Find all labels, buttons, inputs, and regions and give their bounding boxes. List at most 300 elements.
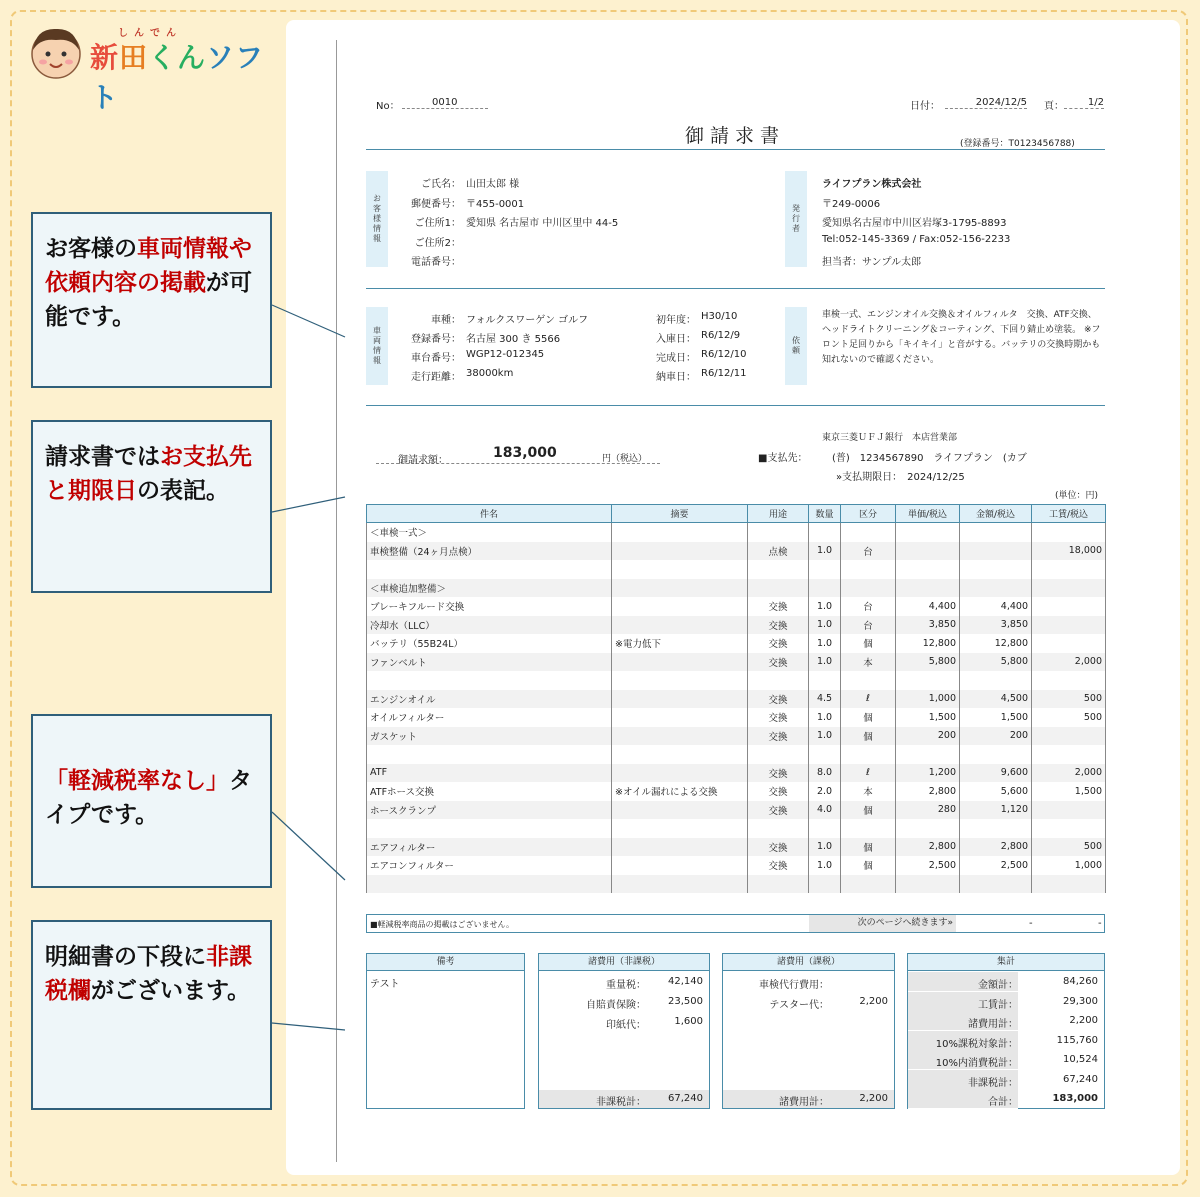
taxed-label: 車検代行費用： — [759, 980, 829, 991]
table-cell — [612, 616, 748, 635]
callout-text: 車両情報や依頼内容の掲載 — [45, 236, 252, 296]
vehicle-field-label: 車種： — [431, 315, 461, 326]
table-cell: 2,500 — [960, 856, 1032, 875]
table-cell: 2,800 — [896, 782, 960, 801]
table-cell — [896, 875, 960, 894]
table-cell — [612, 801, 748, 820]
taxed-label: テスター代： — [769, 1000, 829, 1011]
column-header: 摘要 — [612, 505, 748, 523]
column-header: 区分 — [841, 505, 896, 523]
table-cell — [1032, 745, 1106, 764]
table-cell — [1032, 597, 1106, 616]
table-cell — [367, 560, 612, 579]
table-cell — [896, 542, 960, 561]
invoice-no: 0010 — [402, 97, 488, 109]
registration-number: (登録番号：T0123456788) — [960, 139, 1075, 149]
callout-text: の表記。 — [137, 478, 229, 504]
table-body — [367, 523, 1106, 894]
table-cell — [809, 671, 841, 690]
next-page-note: 次のページへ続きます» — [809, 915, 956, 932]
table-row — [367, 838, 1106, 857]
table-cell: ホースクランプ — [367, 801, 612, 820]
bank-name: 東京三菱ＵＦＪ銀行 本店営業部 — [822, 433, 958, 443]
issuer-line: ライフプラン株式会社 — [822, 179, 922, 190]
vehicle-date-value: R6/12/10 — [701, 349, 747, 360]
table-cell: 個 — [841, 856, 896, 875]
table-cell: 1.0 — [809, 856, 841, 875]
table-cell — [612, 708, 748, 727]
table-row — [367, 523, 1106, 542]
totals-value: 183,000 — [1052, 1093, 1098, 1104]
customer-field-label: ご氏名： — [421, 179, 461, 190]
table-cell — [1032, 560, 1106, 579]
table-cell — [841, 745, 896, 764]
logo-ruby: しんでん — [118, 28, 182, 39]
table-cell: ブレーキフルード交換 — [367, 597, 612, 616]
table-cell: エアコンフィルター — [367, 856, 612, 875]
table-row — [367, 597, 1106, 616]
table-cell: 3,850 — [896, 616, 960, 635]
table-cell — [1032, 727, 1106, 746]
totals-label: 合計： — [988, 1097, 1018, 1108]
table-cell — [1032, 671, 1106, 690]
column-header: 単価/税込 — [896, 505, 960, 523]
table-cell: 台 — [841, 542, 896, 561]
vehicle-field-value: フォルクスワーゲン ゴルフ — [466, 315, 589, 326]
logo-part: 新 — [90, 41, 120, 74]
issuer-line: 〒249-0006 — [822, 198, 881, 210]
table-cell — [896, 579, 960, 598]
table-cell: 交換 — [748, 708, 809, 727]
table-cell: ＜車検一式＞ — [367, 523, 612, 542]
nontax-total-value: 67,240 — [668, 1093, 703, 1104]
table-cell — [1032, 819, 1106, 838]
table-cell: 4.5 — [809, 690, 841, 709]
table-cell: 3,850 — [960, 616, 1032, 635]
table-cell: 5,800 — [896, 653, 960, 672]
table-cell — [896, 523, 960, 542]
table-cell: 個 — [841, 727, 896, 746]
table-cell — [367, 875, 612, 894]
nontax-value: 1,600 — [674, 1016, 703, 1027]
table-row — [367, 653, 1106, 672]
table-cell — [960, 745, 1032, 764]
table-cell — [612, 542, 748, 561]
callout-text: お支払先と期限日 — [45, 444, 252, 504]
nontax-total-row — [539, 1090, 709, 1108]
vehicle-section-label: 車両情報 — [366, 307, 388, 385]
totals-value: 2,200 — [1069, 1015, 1098, 1026]
table-cell: ℓ — [841, 690, 896, 709]
table-cell: 1,500 — [1032, 782, 1106, 801]
table-cell — [612, 690, 748, 709]
issuer-line: Tel:052-145-3369 / Fax:052-156-2233 — [822, 233, 1011, 245]
totals-label: 工賃計： — [978, 999, 1018, 1011]
table-row — [367, 671, 1106, 690]
table-cell — [809, 523, 841, 542]
table-cell — [612, 819, 748, 838]
taxed-title: 諸費用（課税） — [723, 954, 894, 971]
table-cell: 交換 — [748, 653, 809, 672]
table-cell: ATFホース交換 — [367, 782, 612, 801]
nontax-total-label: 非課税計： — [596, 1097, 646, 1108]
callout-nontax — [31, 920, 272, 1110]
totals-box — [907, 953, 1105, 1109]
callout-text: 非課税欄 — [45, 944, 252, 1004]
issuer-line: 担当者：サンプル太郎 — [822, 257, 922, 268]
table-footer — [366, 914, 1105, 933]
table-cell: 500 — [1032, 708, 1106, 727]
callout-payment — [31, 420, 272, 593]
line-items-table — [366, 504, 1106, 893]
table-cell: 1.0 — [809, 653, 841, 672]
table-cell: 台 — [841, 597, 896, 616]
table-cell — [960, 875, 1032, 894]
table-cell: 冷却水（LLC） — [367, 616, 612, 635]
vehicle-date-value: R6/12/11 — [701, 368, 747, 379]
remarks-box — [366, 953, 525, 1109]
nontax-label: 重量税： — [606, 980, 646, 991]
table-cell: ファンベルト — [367, 653, 612, 672]
table-cell — [612, 523, 748, 542]
table-cell — [748, 819, 809, 838]
table-cell — [367, 745, 612, 764]
table-cell: 個 — [841, 801, 896, 820]
remarks-title: 備考 — [367, 954, 524, 971]
table-row — [367, 616, 1106, 635]
table-row — [367, 819, 1106, 838]
callout-customer-info — [31, 212, 272, 388]
footer-note: ■軽減税率商品の掲載はございません。 — [370, 920, 515, 929]
table-cell — [809, 875, 841, 894]
table-cell: 交換 — [748, 801, 809, 820]
vehicle-date-value: R6/12/9 — [701, 330, 741, 341]
nontax-title: 諸費用（非課税） — [539, 954, 709, 971]
customer-section-label: お客様情報 — [366, 171, 388, 267]
table-cell: エンジンオイル — [367, 690, 612, 709]
table-cell — [367, 671, 612, 690]
table-cell: エアフィルター — [367, 838, 612, 857]
table-cell — [612, 838, 748, 857]
table-cell — [960, 671, 1032, 690]
table-cell: 2,500 — [896, 856, 960, 875]
table-cell: 500 — [1032, 838, 1106, 857]
table-cell: 1,000 — [1032, 856, 1106, 875]
taxed-value: 2,200 — [859, 996, 888, 1007]
table-cell: 12,800 — [960, 634, 1032, 653]
nontax-value: 23,500 — [668, 996, 703, 1007]
title-rule — [366, 149, 1105, 150]
totals-label: 金額計： — [978, 980, 1018, 991]
vehicle-field-label: 登録番号： — [411, 334, 461, 345]
table-cell — [896, 560, 960, 579]
table-cell — [841, 671, 896, 690]
page-label: 頁： — [1044, 101, 1064, 112]
table-cell — [896, 671, 960, 690]
section-rule-1 — [366, 288, 1105, 289]
vehicle-field-value: 名古屋 300 き 5566 — [466, 334, 561, 345]
customer-field-label: 郵便番号： — [411, 198, 461, 210]
table-cell — [612, 653, 748, 672]
table-row — [367, 579, 1106, 598]
table-cell — [612, 856, 748, 875]
table-cell — [1032, 875, 1106, 894]
table-cell: 1.0 — [809, 708, 841, 727]
table-cell: ※オイル漏れによる交換 — [612, 782, 748, 801]
table-cell — [748, 745, 809, 764]
table-row — [367, 542, 1106, 561]
totals-label: 10%課税対象計： — [935, 1038, 1018, 1050]
payee-label: ■支払先： — [758, 453, 808, 464]
table-cell: 200 — [896, 727, 960, 746]
table-cell: 交換 — [748, 727, 809, 746]
amount-unit: 円（税込） — [602, 454, 648, 464]
table-cell: 2,000 — [1032, 764, 1106, 783]
date-label: 日付： — [910, 101, 940, 112]
table-cell: 台 — [841, 616, 896, 635]
customer-field-value: 山田太郎 様 — [466, 179, 520, 190]
table-cell: 18,000 — [1032, 542, 1106, 561]
callout-text: が可能です。 — [45, 270, 252, 330]
table-cell: 500 — [1032, 690, 1106, 709]
table-row — [367, 727, 1106, 746]
table-cell — [1032, 579, 1106, 598]
column-header: 用途 — [748, 505, 809, 523]
table-cell: 個 — [841, 634, 896, 653]
vehicle-date-label: 初年度： — [656, 315, 696, 326]
table-cell — [809, 745, 841, 764]
nontax-value: 42,140 — [668, 976, 703, 987]
issuer-section-label: 発行者 — [785, 171, 807, 267]
table-cell: 1,500 — [896, 708, 960, 727]
table-header-row — [367, 505, 1106, 523]
totals-value: 67,240 — [1063, 1073, 1098, 1085]
table-cell: 交換 — [748, 690, 809, 709]
amount-value: 183,000 — [493, 445, 557, 461]
table-row — [367, 634, 1106, 653]
totals-label: 諸費用計： — [968, 1019, 1018, 1030]
table-cell: 交換 — [748, 634, 809, 653]
table-cell: 交換 — [748, 782, 809, 801]
customer-field-value: 愛知県 名古屋市 中川区里中 44-5 — [466, 218, 619, 229]
vehicle-date-label: 完成日： — [656, 353, 696, 364]
table-cell — [1032, 616, 1106, 635]
vehicle-field-label: 走行距離： — [411, 372, 461, 383]
table-cell — [809, 819, 841, 838]
issuer-line: 愛知県名古屋市中川区岩塚3-1795-8893 — [822, 218, 1007, 229]
table-cell — [960, 579, 1032, 598]
table-cell: 交換 — [748, 838, 809, 857]
table-cell — [896, 745, 960, 764]
taxed-total-label: 諸費用計： — [779, 1097, 829, 1108]
table-cell — [612, 764, 748, 783]
table-cell — [841, 875, 896, 894]
totals-value: 29,300 — [1063, 995, 1098, 1007]
table-cell — [612, 671, 748, 690]
next-page-dash: - — [1098, 918, 1102, 929]
next-page-dash: - — [1029, 918, 1033, 929]
table-cell — [612, 597, 748, 616]
column-header: 件名 — [367, 505, 612, 523]
table-cell: 4,400 — [960, 597, 1032, 616]
table-cell — [841, 819, 896, 838]
table-row — [367, 690, 1106, 709]
table-cell: 本 — [841, 782, 896, 801]
table-row — [367, 875, 1106, 894]
callout-text: がございます。 — [91, 978, 251, 1004]
table-row — [367, 856, 1106, 875]
table-cell — [960, 523, 1032, 542]
table-cell: バッテリ（55B24L） — [367, 634, 612, 653]
callout-text: 「軽減税率なし」 — [45, 768, 229, 794]
table-cell: 車検整備（24ヶ月点検） — [367, 542, 612, 561]
table-cell: 交換 — [748, 856, 809, 875]
table-cell — [841, 523, 896, 542]
table-cell: 1.0 — [809, 597, 841, 616]
page-number: 1/2 — [1064, 97, 1104, 109]
vehicle-field-label: 車台番号： — [411, 353, 461, 364]
nontax-label: 印紙代： — [606, 1020, 646, 1031]
callout-tax-type — [31, 714, 272, 888]
totals-value: 84,260 — [1063, 976, 1098, 987]
table-cell — [896, 819, 960, 838]
vehicle-field-value: WGP12-012345 — [466, 349, 545, 360]
binding-line — [336, 40, 337, 1162]
table-cell: 点検 — [748, 542, 809, 561]
vehicle-date-label: 納車日： — [656, 372, 696, 383]
table-cell: 1.0 — [809, 838, 841, 857]
table-cell — [960, 542, 1032, 561]
invoice-title: 御請求書 — [685, 125, 786, 147]
payment-deadline: »支払期限日： 2024/12/25 — [836, 472, 965, 483]
table-cell: 交換 — [748, 597, 809, 616]
table-cell: 2.0 — [809, 782, 841, 801]
table-cell: 1,200 — [896, 764, 960, 783]
invoice-no-label: No： — [376, 101, 400, 112]
logo-name — [90, 36, 278, 116]
table-cell: 1,500 — [960, 708, 1032, 727]
taxed-box — [722, 953, 895, 1109]
unit-note: (単位：円) — [1055, 491, 1099, 501]
table-cell — [612, 875, 748, 894]
table-cell: ※電力低下 — [612, 634, 748, 653]
table-row — [367, 708, 1106, 727]
table-cell — [841, 579, 896, 598]
totals-label: 10%内消費税計： — [935, 1058, 1018, 1069]
totals-value: 10,524 — [1063, 1054, 1098, 1065]
table-cell: 1.0 — [809, 542, 841, 561]
table-cell — [748, 579, 809, 598]
account-number: (普) 1234567890 ライフプラン (カブ — [832, 453, 1027, 464]
table-cell — [960, 819, 1032, 838]
table-cell: 本 — [841, 653, 896, 672]
table-cell: 2,800 — [896, 838, 960, 857]
column-header: 金額/税込 — [960, 505, 1032, 523]
customer-field-label: 電話番号： — [411, 257, 461, 268]
table-cell — [612, 560, 748, 579]
table-cell — [367, 819, 612, 838]
amount-label: 御請求額： — [398, 455, 448, 466]
table-cell — [841, 560, 896, 579]
table-row — [367, 782, 1106, 801]
table-cell — [748, 523, 809, 542]
customer-field-label: ご住所1： — [414, 218, 461, 229]
table-cell: 交換 — [748, 764, 809, 783]
remarks-text: テスト — [370, 979, 400, 990]
table-cell: 個 — [841, 838, 896, 857]
table-cell: ℓ — [841, 764, 896, 783]
table-row — [367, 764, 1106, 783]
table-cell: ガスケット — [367, 727, 612, 746]
table-cell: 8.0 — [809, 764, 841, 783]
section-rule-2 — [366, 405, 1105, 406]
table-cell — [612, 579, 748, 598]
nontax-label: 自賠責保険： — [586, 1000, 646, 1011]
request-text: 車検一式、エンジンオイル交換＆オイルフィルタ 交換、ATF交換、ヘッドライトクリーニング＆コーティング、下回り錆止め塗装。 ※フロント足回りから「キイキイ」と音がする。バッテリの交換時期かも知れないので確認ください。 — [822, 310, 1101, 365]
table-cell: 2,000 — [1032, 653, 1106, 672]
boy-face-icon — [28, 24, 84, 80]
table-cell: 2,800 — [960, 838, 1032, 857]
customer-field-value: 〒455-0001 — [466, 198, 525, 210]
table-cell: 1.0 — [809, 634, 841, 653]
table-cell: 1.0 — [809, 727, 841, 746]
invoice-date: 2024/12/5 — [945, 97, 1027, 109]
callout-text: 明細書の下段に — [45, 944, 206, 970]
brand-logo — [28, 24, 278, 114]
table-cell — [612, 745, 748, 764]
table-cell — [960, 560, 1032, 579]
table-cell: 4,500 — [960, 690, 1032, 709]
request-section-label: 依頼 — [785, 307, 807, 385]
customer-field-label: ご住所2： — [414, 237, 461, 249]
vehicle-date-label: 入庫日： — [656, 334, 696, 345]
table-cell: 5,800 — [960, 653, 1032, 672]
table-cell: 交換 — [748, 616, 809, 635]
table-cell: オイルフィルター — [367, 708, 612, 727]
table-cell: 1,120 — [960, 801, 1032, 820]
table-cell — [748, 671, 809, 690]
callout-text: 請求書では — [45, 444, 160, 470]
table-cell: 12,800 — [896, 634, 960, 653]
vehicle-date-value: H30/10 — [701, 311, 738, 322]
table-cell — [612, 727, 748, 746]
column-header: 数量 — [809, 505, 841, 523]
table-cell: 5,600 — [960, 782, 1032, 801]
table-row — [367, 801, 1106, 820]
table-cell — [1032, 523, 1106, 542]
table-cell: ATF — [367, 764, 612, 783]
logo-part: くん — [148, 41, 207, 74]
totals-label: 非課税計： — [968, 1077, 1018, 1089]
table-cell — [748, 560, 809, 579]
table-cell — [809, 560, 841, 579]
table-row — [367, 745, 1106, 764]
callout-text: タイプです。 — [45, 768, 252, 828]
logo-part: 田 — [119, 41, 149, 74]
table-cell — [1032, 801, 1106, 820]
callout-text: お客様の — [45, 236, 137, 262]
table-cell: 4,400 — [896, 597, 960, 616]
taxed-total-value: 2,200 — [859, 1093, 888, 1104]
vehicle-field-value: 38000km — [466, 368, 514, 379]
table-cell: 1.0 — [809, 616, 841, 635]
table-cell: 9,600 — [960, 764, 1032, 783]
totals-value: 115,760 — [1056, 1034, 1098, 1046]
table-cell — [748, 875, 809, 894]
table-cell: 200 — [960, 727, 1032, 746]
table-cell: ＜車検追加整備＞ — [367, 579, 612, 598]
table-cell: 1,000 — [896, 690, 960, 709]
